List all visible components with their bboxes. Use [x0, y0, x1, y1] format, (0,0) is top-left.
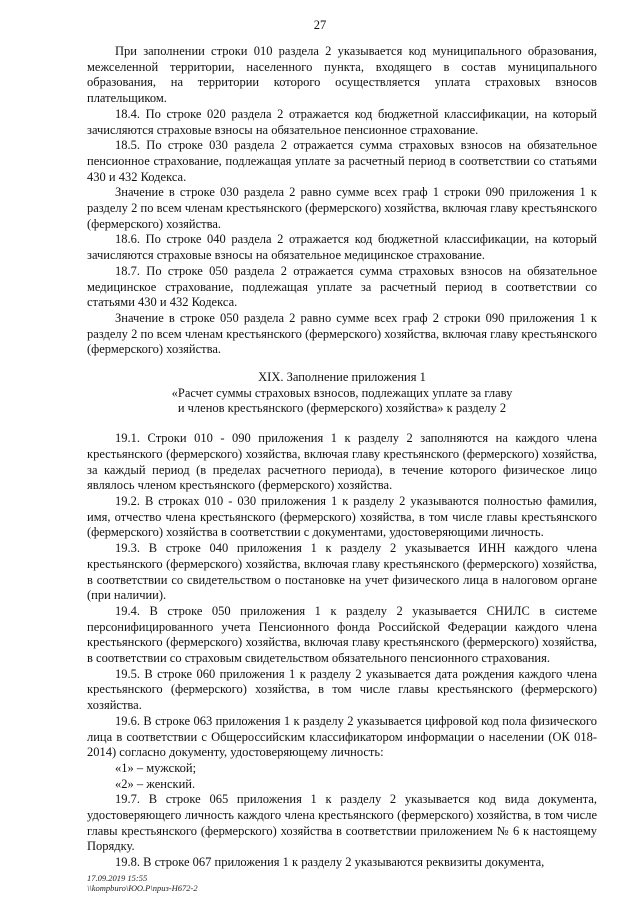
paragraph-19-6: 19.6. В строке 063 приложения 1 к разделу 2 указывается цифровой код пола физического лица в соответствии с Общероссийским классификатором информации о населении (ОК 018-2014) согласно документу, удостоверяющему личность:: [87, 713, 597, 760]
footer-date: 17.09.2019 15:55: [87, 873, 148, 883]
paragraph-19-4: 19.4. В строке 050 приложения 1 к разделу 2 указывается СНИЛС в системе персонифицированного учета Пенсионного фонда Российской Федерации каждого члена крестьянского (фермерского) хозяйства, включая главу крестьянского (фермерского) хозяйства, в соответствии со страховым свидетельством обязательного пенсионного страхования.: [87, 603, 597, 666]
paragraph-18-5: 18.5. По строке 030 раздела 2 отражается сумма страховых взносов на обязательное пенсионное страхование, подлежащая уплате за расчетный период в соответствии со статьями 430 и 432 Кодекса.: [87, 138, 597, 184]
paragraph: Значение в строке 050 раздела 2 равно сумме всех граф 2 строки 090 приложения 1 к разделу 2 по всем членам крестьянского (фермерского) хозяйства, включая главу крестьянского (фермерского) хозяйства.: [87, 310, 597, 357]
paragraph-18-6: 18.6. По строке 040 раздела 2 отражается код бюджетной классификации, на который зачисляются страховые взносы на обязательное медицинское страхование.: [87, 232, 597, 263]
section-title: [87, 370, 597, 417]
paragraph-19-8: 19.8. В строке 067 приложения 1 к разделу 2 указываются реквизиты документа,: [115, 855, 545, 870]
paragraph-19-2: 19.2. В строках 010 - 030 приложения 1 к разделу 2 указываются полностью фамилия, имя, отчество члена крестьянского (фермерского) хозяйства, в том числе главы крестьянского (фермерского) хозяйства в соответствии с документами, удостоверяющими личность.: [87, 493, 597, 540]
paragraph: При заполнении строки 010 раздела 2 указывается код муниципального образования, межселенной территории, населенного пункта, входящего в состав муниципального образования, на территории которого осуществляется уплата страховых взносов плательщиком.: [87, 44, 597, 106]
paragraph: Значение в строке 030 раздела 2 равно сумме всех граф 1 строки 090 приложения 1 к разделу 2 по всем членам крестьянского (фермерского) хозяйства, включая главу крестьянского (фермерского) хозяйства.: [87, 185, 597, 231]
section-title-line: «Расчет суммы страховых взносов, подлежащих уплате за главу: [171, 385, 513, 400]
paragraph-18-7: 18.7. По строке 050 раздела 2 отражается сумма страховых взносов на обязательное медицинское страхование, подлежащая уплате за расчетный период в соответствии со статьями 430 и 432 Кодекса.: [87, 263, 597, 310]
document-body: [87, 44, 597, 871]
paragraph-19-5: 19.5. В строке 060 приложения 1 к разделу 2 указывается дата рождения каждого члена крестьянского (фермерского) хозяйства, в том числе главы крестьянского (фермерского) хозяйства.: [87, 666, 597, 713]
section-title-line: XIX. Заполнение приложения 1: [258, 370, 426, 385]
gender-code-item: «2» – женский.: [115, 776, 196, 791]
footer-path: \\kompburo\ЮО.Р\приз-Н672-2: [87, 883, 198, 893]
page-number: 27: [313, 18, 327, 32]
paragraph-19-1: 19.1. Строки 010 - 090 приложения 1 к разделу 2 заполняются на каждого члена крестьянского (фермерского) хозяйства, включая главу крестьянского (фермерского) хозяйства, за каждый период (в пределах расчетного периода), в течение которого физическое лицо являлось членом крестьянского (фермерского) хозяйства.: [87, 431, 597, 493]
paragraph-19-3: 19.3. В строке 040 приложения 1 к разделу 2 указывается ИНН каждого члена крестьянского (фермерского) хозяйства, включая главу крестьянского (фермерского) хозяйства, в соответствии со свидетельством о постановке на учет физического лица в налоговом органе (при наличии).: [87, 541, 597, 603]
paragraph-18-4: 18.4. По строке 020 раздела 2 отражается код бюджетной классификации, на который зачисляются страховые взносы на обязательное пенсионное страхование.: [87, 106, 597, 137]
paragraph-19-7: 19.7. В строке 065 приложения 1 к разделу 2 указывается код вида документа, удостоверяющего личность каждого члена крестьянского (фермерского) хозяйства, в том числе главы крестьянского (фермерского) хозяйства в соответствии приложением № 6 к настоящему Порядку.: [87, 792, 597, 854]
document-footer: [87, 873, 198, 893]
gender-code-item: «1» – мужской;: [115, 760, 197, 775]
section-title-line: и членов крестьянского (фермерского) хозяйства» к разделу 2: [177, 401, 507, 416]
